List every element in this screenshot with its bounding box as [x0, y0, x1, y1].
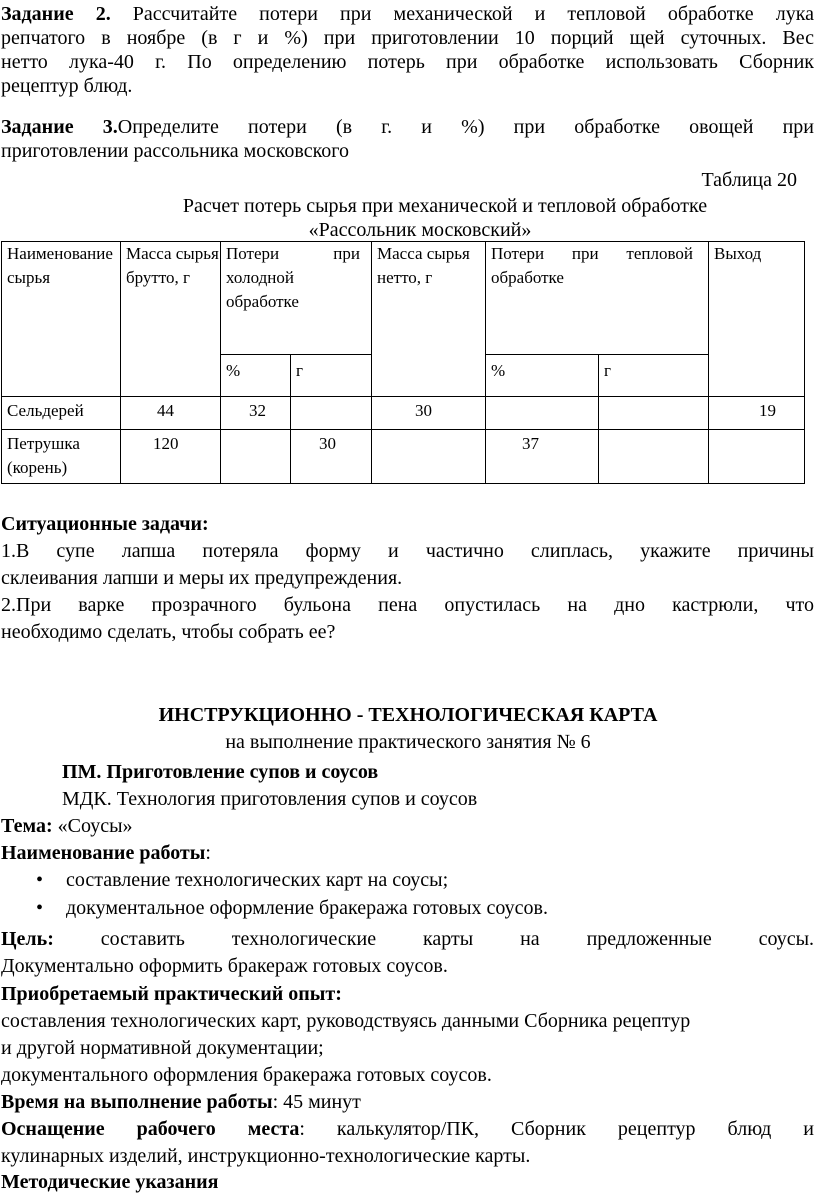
topic-value: «Соусы»: [57, 815, 133, 837]
header-heat-pct: %: [486, 355, 599, 397]
card-title: ИНСТРУКЦИОННО - ТЕХНОЛОГИЧЕСКАЯ КАРТА: [158, 704, 658, 726]
equipment-line-1: : калькулятор/ПК, Сборник рецептур блюд и: [299, 1118, 814, 1140]
cell-heat-g: [599, 430, 709, 484]
cell-netto: 30: [372, 397, 486, 430]
task-3-line-1: Определите потери (в г. и %) при обработке овощей при: [117, 116, 814, 138]
cell-name: Сельдерей: [2, 397, 121, 430]
cell-output: [709, 430, 805, 484]
card-equipment: [1, 1117, 814, 1168]
header-name: Наименование сырья: [2, 242, 121, 397]
card-pm: ПМ. Приготовление супов и соусов: [62, 761, 379, 783]
situational-title: Ситуационные задачи:: [1, 513, 209, 535]
list-item: • документальное оформление бракеража готовых соусов.: [0, 896, 548, 920]
card-work: Наименование работы:: [1, 842, 211, 864]
table-title-line-1: Расчет потерь сырья при механической и тепловой обработке: [182, 195, 708, 217]
goal-line-1: составить технологические карты на предложенные соусы.: [100, 928, 815, 950]
topic-label: Тема:: [1, 815, 53, 837]
equipment-line-2: кулинарных изделий, инструкционно-технологические карты.: [1, 1145, 531, 1167]
task-2-line-4: рецептур блюд.: [1, 75, 133, 97]
experience-line-3: документального оформления бракеража готовых соусов.: [1, 1064, 492, 1086]
task-3-line-2: приготовлении рассольника московского: [1, 140, 349, 162]
table-number: Таблица 20: [701, 169, 797, 191]
cell-cold-g: 30: [291, 430, 372, 484]
card-subtitle: на выполнение практического занятия № 6: [225, 731, 591, 753]
task-2-label: Задание 2.: [1, 3, 111, 25]
header-brutto: Масса сырья брутто, г: [121, 242, 221, 397]
cell-name: Петрушка (корень): [2, 430, 121, 484]
cell-cold-pct: 32: [221, 397, 291, 430]
losses-table: [1, 241, 805, 484]
work-label: Наименование работы: [1, 842, 206, 864]
situational-item-2-line-2: необходимо сделать, чтобы собрать ее?: [1, 621, 336, 643]
cell-heat-pct: [486, 397, 599, 430]
card-experience: [1, 982, 814, 1087]
cell-heat-g: [599, 397, 709, 430]
list-item: • составление технологических карт на соусы;: [0, 868, 548, 892]
situational-item-2-line-1: 2.При варке прозрачного бульона пена опустилась на дно кастрюли, что: [1, 594, 814, 616]
methodical-instructions: Методические указания: [1, 1171, 219, 1193]
header-heat-g: г: [599, 355, 709, 397]
cell-cold-g: [291, 397, 372, 430]
experience-line-2: и другой нормативной документации;: [1, 1037, 324, 1059]
cell-netto: [372, 430, 486, 484]
cell-output: 19: [709, 397, 805, 430]
situational-item-1-line-1: 1.В супе лапша потеряла форму и частично слиплась, укажите причины: [1, 540, 814, 562]
time-value: : 45 минут: [272, 1091, 361, 1113]
situational-tasks: [1, 512, 814, 644]
task-2: [1, 2, 814, 98]
header-netto: Масса сырья нетто, г: [372, 242, 486, 397]
task-2-line-2: репчатого в ноябре (в г и %) при приготовлении 10 порций щей суточных. Вес: [1, 27, 814, 49]
time-label: Время на выполнение работы: [1, 1091, 273, 1113]
work-list: [0, 868, 548, 920]
experience-line-1: составления технологических карт, руководствуясь данными Сборника рецептур: [1, 1010, 691, 1032]
task-3-label: Задание 3.: [1, 116, 118, 138]
table-title-line-2: «Рассольник московский»: [308, 219, 532, 241]
table-row: [2, 430, 805, 484]
card-mdk: МДК. Технология приготовления супов и соусов: [62, 788, 478, 810]
goal-label: Цель:: [1, 928, 54, 950]
header-cold-loss: Потери при холодной обработке: [221, 242, 372, 355]
table-row: [2, 397, 805, 430]
cell-brutto: 120: [121, 430, 221, 484]
card-time: [1, 1090, 361, 1114]
task-3: [1, 115, 814, 163]
equipment-label: Оснащение рабочего места: [1, 1118, 300, 1140]
card-topic: [1, 814, 133, 838]
card-goal: [1, 927, 814, 978]
header-output: Выход: [709, 242, 805, 397]
header-cold-g: г: [291, 355, 372, 397]
situational-item-1-line-2: склеивания лапши и меры их предупреждения.: [1, 567, 403, 589]
cell-heat-pct: 37: [486, 430, 599, 484]
goal-line-2: Документально оформить бракераж готовых соусов.: [1, 955, 448, 977]
cell-brutto: 44: [121, 397, 221, 430]
cell-cold-pct: [221, 430, 291, 484]
task-2-line-3: нетто лука-40 г. По определению потерь при обработке использовать Сборник: [1, 51, 814, 73]
task-2-line-1: Рассчитайте потери при механической и тепловой обработке лука: [132, 3, 814, 25]
header-cold-pct: %: [221, 355, 291, 397]
experience-label: Приобретаемый практический опыт:: [1, 983, 342, 1005]
header-heat-loss: Потери при тепловой обработке: [486, 242, 709, 355]
